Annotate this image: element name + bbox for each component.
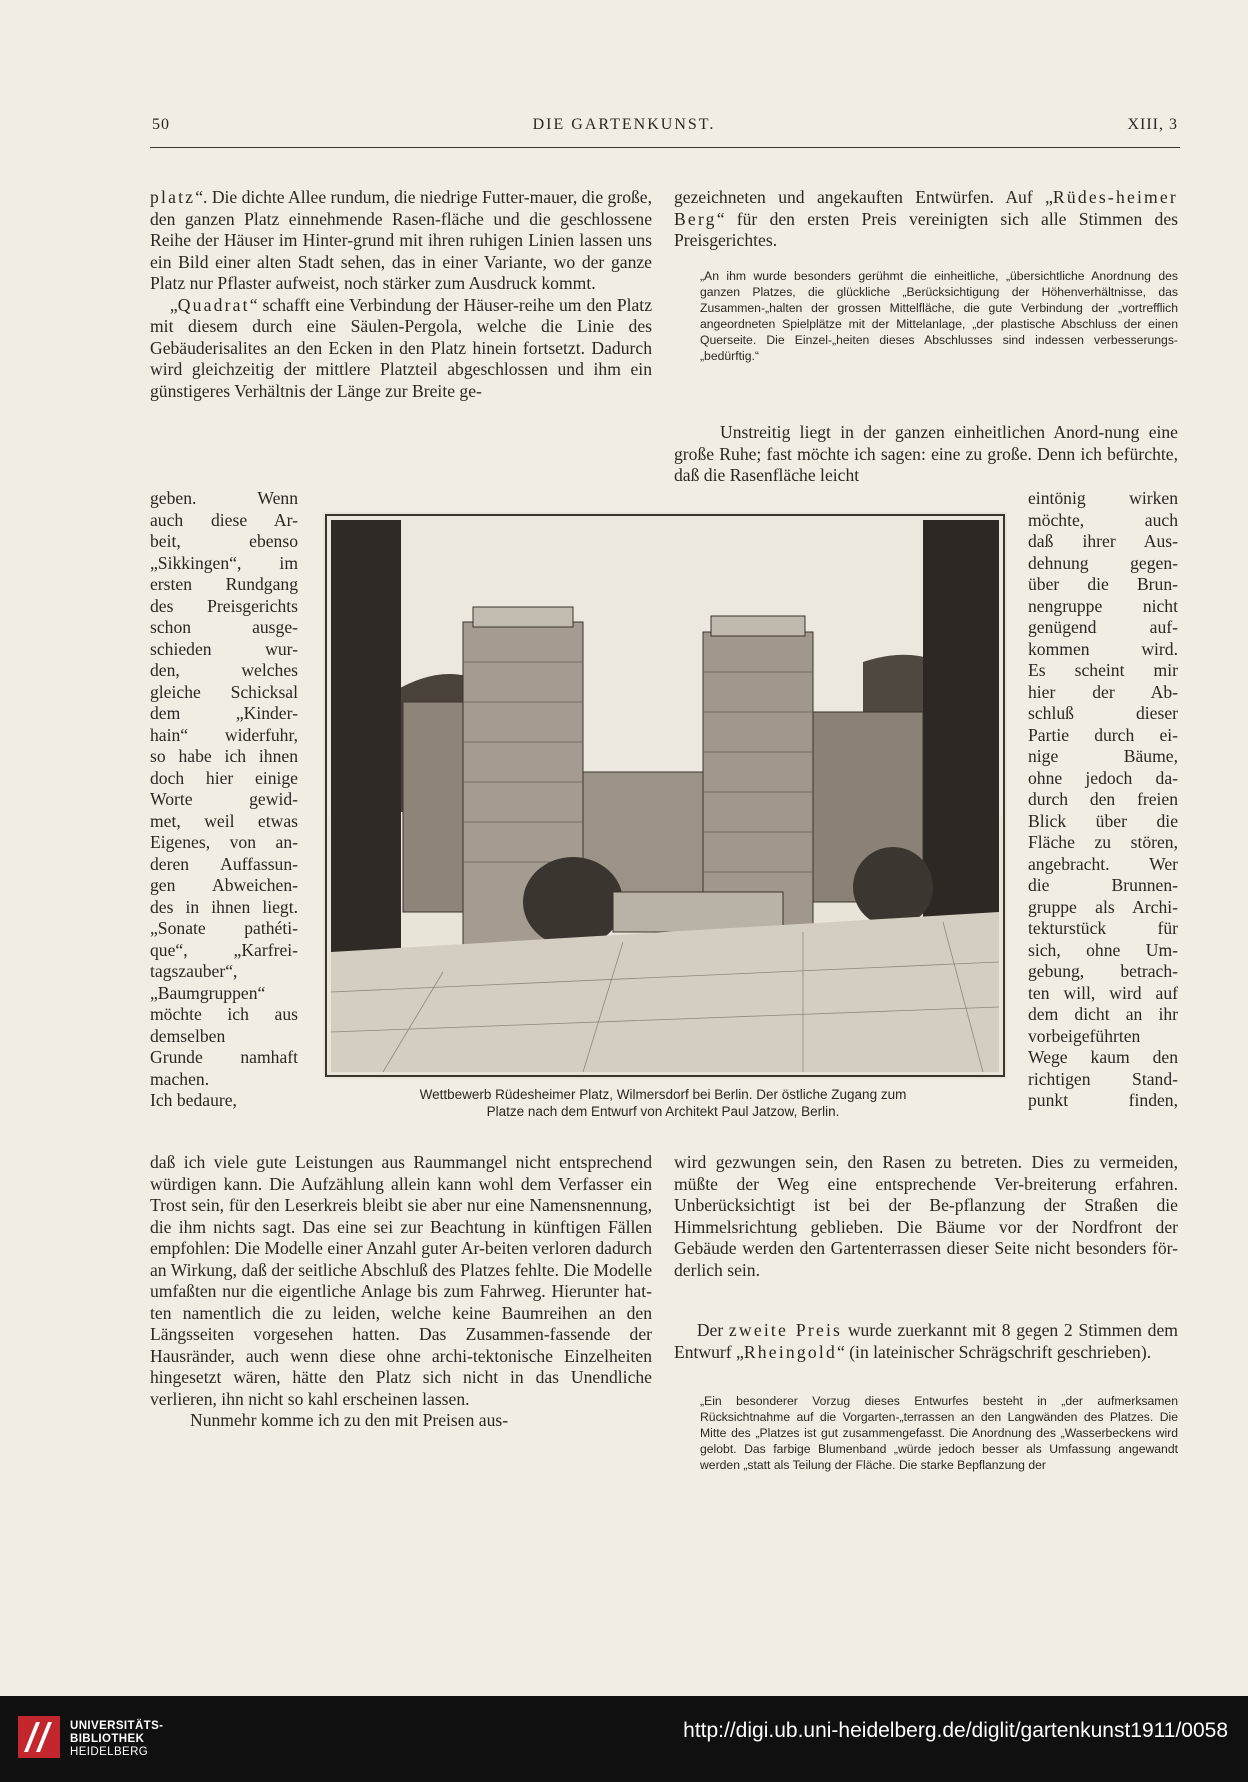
narrow-line: ohne jedoch da- (1028, 767, 1178, 788)
narrow-line: doch hier einige (150, 767, 298, 788)
narrow-line: ten will, wird auf (1028, 982, 1178, 1003)
narrow-line: met, weil etwas (150, 810, 298, 831)
narrow-line: punkt finden, (1028, 1090, 1178, 1110)
library-footer (0, 1696, 1248, 1782)
narrow-line: vorbeigeführten (1028, 1025, 1141, 1046)
paragraph-wird-gezwungen: wird gezwungen sein, den Rasen zu betreten. Dies zu vermeiden, müßte der Weg eine entsprechende Ver-breiterung erfahren. Unberücksichtigt ist bei der Be-pflanzung der Straßen die Himmelsrichtung geblieben. Die Bäume vor der Nordfront der Gebäude werden den Gartenterrassen dieser Seite nicht besonders för-derlich sein. (674, 1152, 1178, 1280)
narrow-line: durch den freien (1028, 789, 1178, 809)
narrow-line: demselben (150, 1025, 226, 1046)
narrow-line: machen. (150, 1068, 210, 1089)
narrow-line: kommen wird. (1028, 638, 1178, 659)
jury-quote-second-prize: „Ein besonderer Vorzug dieses Entwurfes besteht in „der aufmerksamen Rücksichtnahme auf die Vorgarten-„terrassen an den Langwänden des Platzes. Die Mitte des „Platzes ist gut zusammengefasst. Die Anordnung des „Wasserbeckens wird gelobt. Das farbige Blumenband „würde jedoch besser als Umfassung angewandt werden „statt als Teilung der Fläche. Die starke Bepflanzung der (700, 1394, 1178, 1472)
narrow-line: hier der Ab- (1028, 681, 1178, 702)
right-column-top (674, 187, 1178, 252)
narrow-line: Fläche zu stören, (1028, 832, 1178, 852)
narrow-line: tekturstück für (1028, 918, 1178, 938)
narrow-line: que“, „Karfrei- (150, 939, 298, 960)
page-number: 50 (152, 116, 170, 133)
narrow-line: gebung, betrach- (1028, 961, 1178, 981)
paragraph-leistungen: daß ich viele gute Leistungen aus Raummangel nicht entsprechend würdigen kann. Die Aufzählung allein kann wohl dem Verfasser ein Trost sein, für den Leserkreis bleibt sie aber nur eine Namensnennung, die ihm nichts sagt. Das eine sei zur Beachtung in künftigen Fällen empfohlen: Die Modelle einer Anzahl guter Ar-beiten verloren dadurch an Wirkung, daß der seitliche Abschluß des Platzes fehlte. Die Modelle umfaßten nur die eigentliche Anlage bis zum Fahrweg. Hierunter hat-ten namentlich die zu leiden, welche keine Baumreihen an den Längsseiten vorgesehen hatten. Das Zusammen-fassende der Hausränder, auch wenn diese ohne archi-tektonische Einzelheiten hingesetzt wären, hätte den Platz sich nicht in das Unendliche verlieren, ihn nicht so kahl erscheinen lassen. (150, 1152, 652, 1409)
narrow-line: ersten Rundgang (150, 574, 298, 594)
paragraph-platz: platz“. Die dichte Allee rundum, die niedrige Futter-mauer, die große, den ganzen Platz einnehmende Rasen-fläche und die geschlossene Reihe der Häuser im Hinter-grund mit ihren ruhigen Linien lassen uns ein Bild einer alten Stadt sehen, das in einer Variante, wo der ganze Platz nur Pflaster aufweist, noch stärker zum Ausdruck kommt. (150, 187, 652, 293)
paragraph-zweiter-preis-text: Der zweite Preis wurde zuerkannt mit 8 gegen 2 Stimmen dem Entwurf „Rheingold“ (in lateinischer Schrägschrift geschrieben). (674, 1320, 1178, 1362)
library-name-line-2: BIBLIOTHEK (70, 1733, 145, 1745)
paragraph-unstreitig: Unstreitig liegt in der ganzen einheitlichen Anord-nung eine große Ruhe; fast möchte ich sagen: eine zu große. Denn ich befürchte, daß die Rasenfläche leicht (674, 422, 1178, 485)
narrow-line: des in ihnen liegt. (150, 896, 298, 917)
narrow-line: des Preisgerichts (150, 595, 298, 616)
left-column-bottom (150, 1152, 652, 1432)
narrow-line: schluß dieser (1028, 703, 1178, 723)
narrow-line: die Brunnen- (1028, 875, 1178, 895)
jury-quote-first-prize: „An ihm wurde besonders gerühmt die einheitliche, „übersichtliche Anordnung des ganzen Platzes, die glückliche „Berücksichtigung der Höhenverhältnisse, das Zusammen-„halten der grossen Mittelfläche, die gute Verbindung der „vortrefflich angeordneten Spielplätze mit der Mittelanlage, „der plastische Abschluss der einen Querseite. Die Einzel-„heiten dieses Abschlusses sind indessen verbesserungs-„bedürftig.“ (700, 269, 1178, 363)
narrow-line: so habe ich ihnen (150, 746, 298, 766)
narrow-line: Blick über die (1028, 810, 1178, 831)
narrow-line: schieden wur- (150, 638, 298, 659)
illustration-platz-entrance (323, 512, 1007, 1079)
narrow-line: gen Abweichen- (150, 875, 298, 895)
narrow-line: daß ihrer Aus- (1028, 531, 1178, 551)
narrow-line: Eigenes, von an- (150, 832, 298, 852)
narrow-line: Es scheint mir (1028, 660, 1178, 680)
left-bush (523, 857, 623, 947)
narrow-line: hain“ widerfuhr, (150, 724, 298, 745)
narrow-line: gleiche Schicksal (150, 681, 298, 702)
narrow-line: Partie durch ei- (1028, 724, 1178, 745)
right-bush (853, 847, 933, 927)
narrow-line: Wege kaum den (1028, 1047, 1178, 1067)
narrow-line: nengruppe nicht (1028, 595, 1178, 616)
narrow-line: Grunde namhaft (150, 1047, 298, 1067)
narrow-line: den, welches (150, 660, 298, 680)
narrow-line: möchte, auch (1028, 509, 1178, 530)
narrow-line: nige Bäume, (1028, 746, 1178, 766)
library-name-line-3: HEIDELBERG (70, 1746, 149, 1758)
source-url[interactable]: http://digi.ub.uni-heidelberg.de/diglit/gartenkunst1911/0058 (683, 1719, 1228, 1742)
narrow-line: „Sikkingen“, im (150, 552, 298, 573)
narrow-line: über die Brun- (1028, 574, 1178, 594)
paragraph-nunmehr: Nunmehr komme ich zu den mit Preisen aus- (190, 1410, 509, 1430)
right-column-bottom (674, 1152, 1178, 1281)
university-library-logo-icon (16, 1714, 62, 1760)
narrow-line: möchte ich aus (150, 1004, 298, 1024)
issue-number: XIII, 3 (1127, 116, 1178, 133)
narrow-line: geben. Wenn (150, 488, 298, 508)
narrow-line: dem „Kinder- (150, 703, 298, 723)
narrow-line: tagszauber“, (150, 961, 238, 981)
narrow-line: auch diese Ar- (150, 509, 298, 530)
library-name-line-1: UNIVERSITÄTS- (70, 1720, 164, 1732)
journal-title: DIE GARTENKUNST. (532, 116, 716, 133)
left-narrow-column (150, 488, 298, 1112)
narrow-line: schon ausge- (150, 617, 298, 637)
narrow-line: beit, ebenso (150, 531, 298, 551)
library-name (70, 1720, 163, 1759)
narrow-line: deren Auffassun- (150, 853, 298, 874)
caption-line-1: Wettbewerb Rüdesheimer Platz, Wilmersdorf bei Berlin. Der östliche Zugang zum (419, 1087, 907, 1102)
paragraph-zweiter-preis (674, 1320, 1178, 1363)
paragraph-gezeichneten: gezeichneten und angekauften Entwürfen. Auf „Rüdes-heimer Berg“ für den ersten Preis vereinigten sich alle Stimmen des Preisgerichtes. (674, 187, 1178, 250)
right-narrow-column (1028, 488, 1178, 1112)
left-column-top (150, 187, 652, 402)
header-rule (150, 147, 1180, 148)
caption-line-2: Platze nach dem Entwurf von Architekt Paul Jatzow, Berlin. (486, 1104, 840, 1119)
narrow-line: eintönig wirken (1028, 488, 1178, 508)
narrow-line: Ich bedaure, (150, 1090, 237, 1110)
narrow-line: sich, ohne Um- (1028, 939, 1178, 960)
narrow-line: gruppe als Archi- (1028, 896, 1178, 917)
narrow-line: dehnung gegen- (1028, 552, 1178, 573)
left-tree-column (331, 520, 401, 1020)
narrow-line: Worte gewid- (150, 789, 298, 809)
paragraph-quadrat: „Quadrat“ schafft eine Verbindung der Häuser-reihe um den Platz mit diesem durch eine Säulen-Pergola, welche die Linie des Gebäuderisalites an den Ecken in den Platz hinein fortsetzt. Dadurch wird gleichzeitig der mittlere Platzteil abgeschlossen und ihm ein günstigeres Verhältnis der Länge zur Breite ge- (150, 294, 652, 401)
narrow-line: „Sonate pathéti- (150, 918, 298, 938)
figure-caption (318, 1086, 1008, 1120)
narrow-line: dem dicht an ihr (1028, 1004, 1178, 1024)
narrow-line: genügend auf- (1028, 617, 1178, 637)
narrow-line: richtigen Stand- (1028, 1068, 1178, 1089)
narrow-line: „Baumgruppen“ (150, 982, 266, 1003)
narrow-line: angebracht. Wer (1028, 853, 1178, 874)
